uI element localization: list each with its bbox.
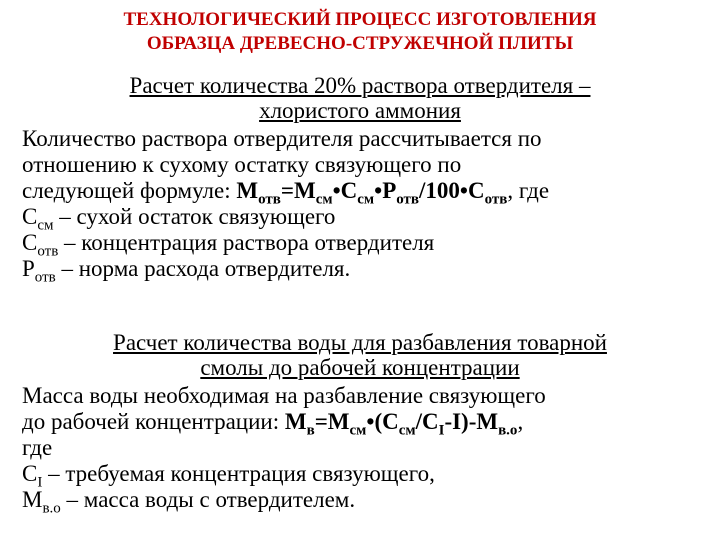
formula-prefix: до рабочей концентрации: — [22, 409, 285, 434]
section-1-body — [22, 126, 712, 286]
formula-suffix: , — [517, 409, 524, 434]
title-line-1: ТЕХНОЛОГИЧЕСКИЙ ПРОЦЕСС ИЗГОТОВЛЕНИЯ — [123, 9, 597, 30]
definition-c-otv: $С_{отв}$ – концентрация раствора отвердителя — [22, 230, 435, 260]
formula-suffix: , где — [507, 178, 550, 203]
section-1-heading-line-2: хлористого аммония — [259, 98, 461, 123]
section-1-heading-line-1: Расчет количества 20% раствора отвердителя – — [129, 73, 591, 98]
formula-prefix: следующей формуле: — [22, 178, 237, 203]
where-word: где — [22, 435, 53, 460]
section-2-heading — [0, 330, 720, 380]
section-2-heading-line-1: Расчет количества воды для разбавления товарной — [113, 330, 607, 355]
section-1-intro-line-1: Количество раствора отвердителя рассчитывается по — [22, 126, 542, 151]
definition-p-otv: $Р_{отв}$ – норма расхода отвердителя. — [22, 256, 351, 286]
section-2-formula-line — [22, 409, 712, 439]
section-2-body — [22, 383, 712, 517]
definition-c-sm: $С_{см}$ – сухой остаток связующего — [22, 204, 336, 234]
section-2-heading-line-2: смолы до рабочей концентрации — [200, 355, 520, 380]
section-1-intro-line-2: отношению к сухому остатку связующего по — [22, 152, 462, 177]
section-2-intro-line-1: Масса воды необходимая на разбавление связующего — [22, 383, 546, 408]
hardener-formula: $М_{отв}=М_{см}•С_{см}•Р_{отв}/100•С_{отв}$ — [236, 178, 508, 208]
slide-title — [0, 8, 720, 56]
definition-m-vo: $М_{в.о}$ – масса воды с отвердителем. — [22, 487, 356, 517]
definition-c-i: $С_I$ – требуемая концентрация связующего, — [22, 461, 435, 491]
section-1-heading — [0, 73, 720, 123]
section-1-formula-line — [22, 178, 712, 208]
water-formula: $М_в=М_{см}•(С_{см}/С_I-I)-М_{в.о}$ — [284, 409, 518, 439]
title-line-2: ОБРАЗЦА ДРЕВЕСНО-СТРУЖЕЧНОЙ ПЛИТЫ — [146, 33, 574, 54]
